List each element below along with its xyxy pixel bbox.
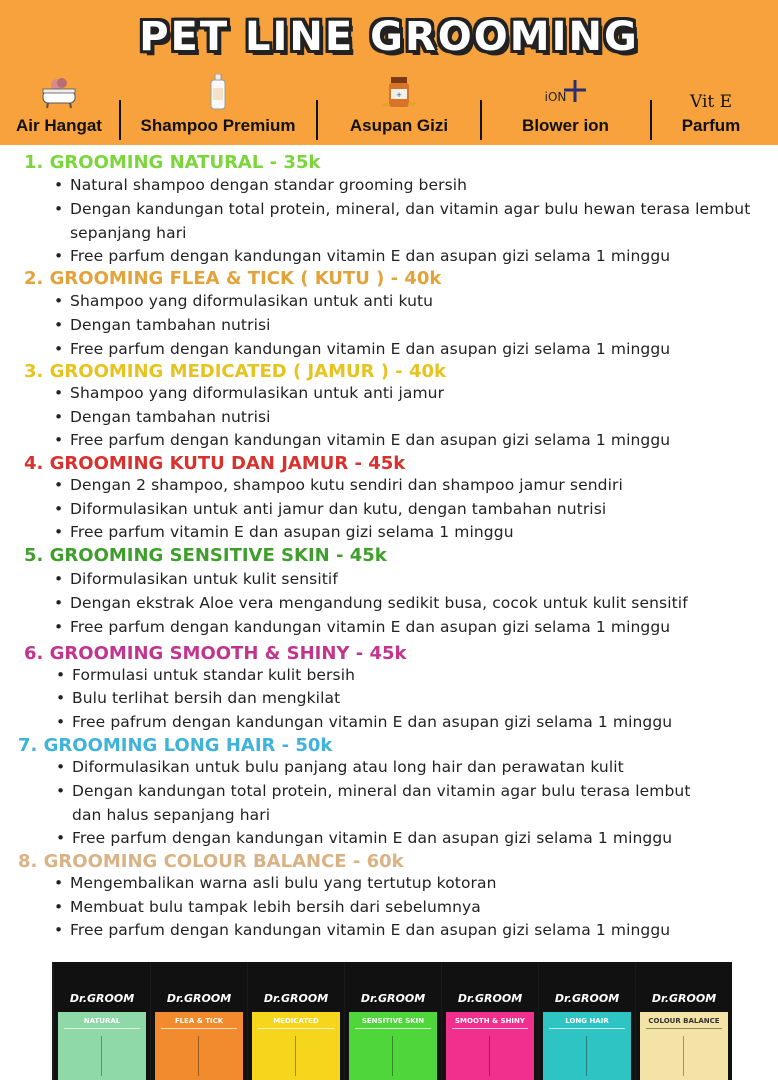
feature-bar (0, 72, 778, 142)
product-name: FLEA & TICK (174, 1017, 224, 1025)
product-bottle (636, 962, 732, 1080)
package-title: 6. GROOMING SMOOTH & SHINY - 45k (24, 643, 407, 664)
package-title: 5. GROOMING SENSITIVE SKIN - 45k (24, 545, 387, 566)
package-bullet: • Free parfum dengan kandungan vitamin E dan asupan gizi selama 1 minggu (70, 431, 670, 449)
feature-label: Asupan Gizi (349, 116, 449, 135)
product-bottle (151, 962, 247, 1080)
feature-label: Air Hangat (16, 116, 102, 135)
product-name: NATURAL (83, 1017, 121, 1025)
package-bullet: • Mengembalikan warna asli bulu yang tertutup kotoran (70, 874, 497, 892)
product-name: COLOUR BALANCE (648, 1017, 720, 1025)
product-label-line (355, 1028, 431, 1029)
package-title: 1. GROOMING NATURAL - 35k (24, 152, 321, 173)
product-image-strip (52, 962, 732, 1080)
feature-parfum (652, 72, 770, 142)
ion-plus-icon (536, 74, 596, 110)
package-bullet: • Free parfum vitamin E dan asupan gizi selama 1 minggu (70, 523, 514, 541)
package-bullet: • Natural shampoo dengan standar grooming bersih (70, 176, 467, 194)
package-bullet: • Free pafrum dengan kandungan vitamin E dan asupan gizi selama 1 minggu (72, 713, 672, 731)
product-label-divider (586, 1036, 587, 1076)
package-bullet: • Free parfum dengan kandungan vitamin E dan asupan gizi selama 1 minggu (70, 247, 670, 265)
package-bullet: • Bulu terlihat bersih dan mengkilat (72, 689, 340, 707)
package-bullet: • Dengan 2 shampoo, shampoo kutu sendiri dan shampoo jamur sendiri (70, 476, 623, 494)
product-label-divider (101, 1036, 102, 1076)
product-name: MEDICATED (273, 1017, 319, 1025)
package-title: 2. GROOMING FLEA & TICK ( KUTU ) - 40k (24, 268, 442, 289)
product-brand: Dr.GROOM (651, 992, 717, 1005)
feature-label: Shampoo Premium (140, 116, 296, 135)
package-bullet: • Dengan tambahan nutrisi (70, 316, 271, 334)
package-bullet: • Dengan kandungan total protein, mineral dan vitamin agar bulu terasa lembut (72, 782, 691, 800)
product-brand: Dr.GROOM (554, 992, 620, 1005)
product-name: LONG HAIR (565, 1017, 609, 1025)
package-title: 7. GROOMING LONG HAIR - 50k (18, 735, 333, 756)
feature-shampoo-premium (121, 72, 315, 142)
product-label-line (258, 1028, 334, 1029)
product-name: SENSITIVE SKIN (361, 1017, 425, 1025)
product-bottle (345, 962, 441, 1080)
package-bullet: • Shampoo yang diformulasikan untuk anti kutu (70, 292, 433, 310)
package-bullet: • Diformulasikan untuk kulit sensitif (70, 570, 338, 588)
product-label-divider (683, 1036, 684, 1076)
package-title: 4. GROOMING KUTU DAN JAMUR - 45k (24, 453, 406, 474)
product-label-divider (392, 1036, 393, 1076)
package-bullet: • Free parfum dengan kandungan vitamin E dan asupan gizi selama 1 minggu (70, 921, 670, 939)
product-brand: Dr.GROOM (263, 992, 329, 1005)
shampoo-bottle-icon (198, 74, 238, 110)
ion-text: iON (544, 90, 567, 104)
product-label-line (452, 1028, 528, 1029)
package-bullet: • Dengan kandungan total protein, mineral, dan vitamin agar bulu hewan terasa lembut (70, 200, 750, 218)
vit-e-label: Vit E (689, 92, 733, 112)
page-title: PET LINE GROOMING (139, 14, 639, 60)
package-bullet: • Dengan ekstrak Aloe vera mengandung sedikit busa, cocok untuk kulit sensitif (70, 594, 688, 612)
package-bullet: • Free parfum dengan kandungan vitamin E dan asupan gizi selama 1 minggu (70, 340, 670, 358)
product-label-line (64, 1028, 140, 1029)
product-label-line (549, 1028, 625, 1029)
bathtub-icon (39, 74, 79, 110)
package-bullet: • Shampoo yang diformulasikan untuk anti jamur (70, 384, 444, 402)
feature-blower-ion (482, 72, 649, 142)
product-label-divider (198, 1036, 199, 1076)
product-label-divider (295, 1036, 296, 1076)
product-brand: Dr.GROOM (69, 992, 135, 1005)
feature-label: Parfum (681, 116, 741, 135)
package-title: 8. GROOMING COLOUR BALANCE - 60k (18, 851, 404, 872)
package-bullet: • Formulasi untuk standar kulit bersih (72, 666, 355, 684)
package-bullet: • Free parfum dengan kandungan vitamin E dan asupan gizi selama 1 minggu (70, 618, 670, 636)
product-bottle (442, 962, 538, 1080)
package-title: 3. GROOMING MEDICATED ( JAMUR ) - 40k (24, 361, 446, 382)
feature-label: Blower ion (522, 116, 609, 135)
product-bottle (54, 962, 150, 1080)
product-name: SMOOTH & SHINY (455, 1017, 525, 1025)
product-label-line (646, 1028, 722, 1029)
product-brand: Dr.GROOM (360, 992, 426, 1005)
supplement-jar-icon (379, 74, 419, 110)
package-bullet: • Free parfum dengan kandungan vitamin E dan asupan gizi selama 1 minggu (72, 829, 672, 847)
product-label-line (161, 1028, 237, 1029)
product-bottle (539, 962, 635, 1080)
product-bottle (248, 962, 344, 1080)
feature-air-hangat (0, 72, 118, 142)
product-brand: Dr.GROOM (166, 992, 232, 1005)
package-bullet: • Diformulasikan untuk bulu panjang atau long hair dan perawatan kulit (72, 758, 624, 776)
package-bullet: • Dengan tambahan nutrisi (70, 408, 271, 426)
package-bullet-continued: sepanjang hari (70, 224, 187, 242)
header (0, 0, 778, 145)
svg-text:+: + (396, 91, 402, 99)
feature-asupan-gizi (318, 72, 480, 142)
product-label-divider (489, 1036, 490, 1076)
package-bullet-continued: dan halus sepanjang hari (72, 806, 271, 824)
package-bullet: • Membuat bulu tampak lebih bersih dari sebelumnya (70, 898, 481, 916)
package-bullet: • Diformulasikan untuk anti jamur dan kutu, dengan tambahan nutrisi (70, 500, 606, 518)
product-brand: Dr.GROOM (457, 992, 523, 1005)
